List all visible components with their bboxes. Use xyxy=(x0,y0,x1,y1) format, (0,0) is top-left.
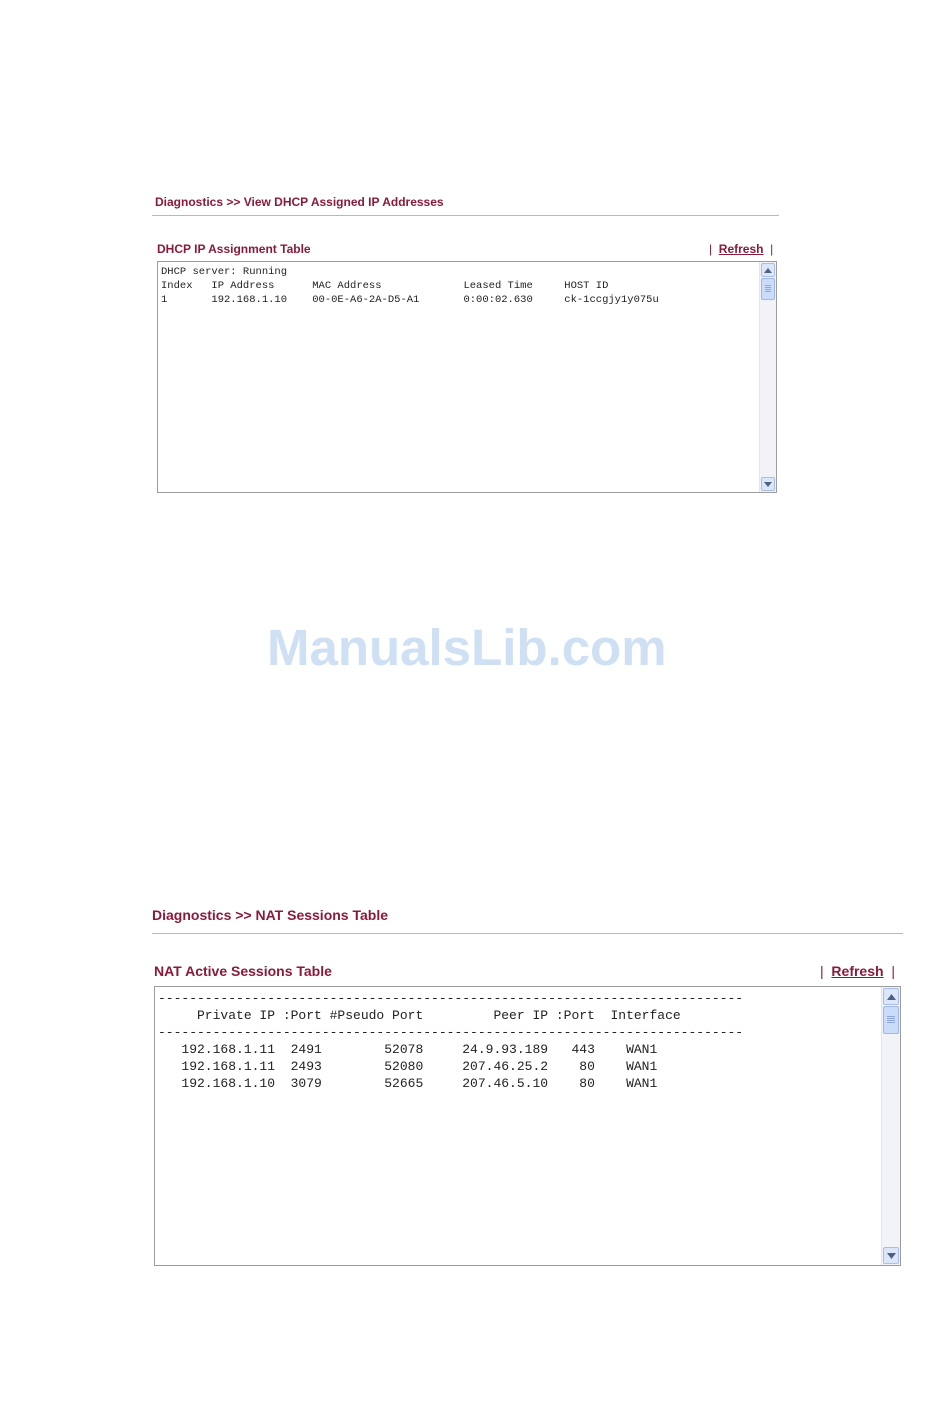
triangle-up-icon xyxy=(887,994,896,1000)
dhcp-refresh-control xyxy=(709,242,773,256)
dhcp-scrollbar[interactable] xyxy=(759,262,776,492)
dhcp-assignment-textbox[interactable] xyxy=(157,261,777,493)
triangle-up-icon xyxy=(764,268,772,273)
nat-refresh-link[interactable]: Refresh xyxy=(831,963,884,979)
dhcp-scroll-thumb[interactable] xyxy=(761,278,775,300)
nat-refresh-control xyxy=(820,963,895,979)
manualslib-watermark: ManualsLib.com xyxy=(267,619,667,676)
nat-scroll-up-button[interactable] xyxy=(883,988,899,1005)
grip-lines-icon xyxy=(887,1016,895,1023)
dhcp-refresh-pipe-right: | xyxy=(763,242,774,256)
nat-sessions-textbox[interactable] xyxy=(154,986,901,1266)
nat-refresh-pipe-right: | xyxy=(883,963,895,979)
dhcp-assignment-content: DHCP server: Running Index IP Address MAC Address Leased Time HOST ID 1 192.168.1.10 00-0E-A6-2A-D5-A1 0:00:02.630 ck-1ccgjy1y075u xyxy=(161,266,659,306)
nat-scroll-thumb[interactable] xyxy=(883,1006,899,1034)
nat-table-title: NAT Active Sessions Table xyxy=(154,963,332,979)
dhcp-scroll-down-button[interactable] xyxy=(761,477,775,491)
nat-refresh-pipe-left: | xyxy=(820,963,832,979)
dhcp-breadcrumb: Diagnostics >> View DHCP Assigned IP Addresses xyxy=(155,195,444,209)
nat-scrollbar[interactable] xyxy=(881,987,900,1265)
dhcp-refresh-pipe-left: | xyxy=(709,242,719,256)
dhcp-refresh-link[interactable]: Refresh xyxy=(718,242,764,256)
dhcp-divider xyxy=(152,215,779,216)
nat-sessions-content: --------------------------------------------------------------------------- Private IP :Port #Pseudo Port Peer IP :Port Interface --------------------------------------------------------------------------- 192.168.1.11 2491 52078 24.9.93.189 443 WAN1 192.168.1.11 2493 52080 207.46.25.2 80 WAN1 192.168.1.10 3079 52665 207.46.5.10 80 WAN1 xyxy=(158,991,744,1091)
triangle-down-icon xyxy=(764,482,772,487)
dhcp-table-title: DHCP IP Assignment Table xyxy=(157,242,311,256)
grip-lines-icon xyxy=(765,285,771,292)
nat-divider xyxy=(152,933,903,934)
nat-scroll-down-button[interactable] xyxy=(883,1247,899,1264)
nat-breadcrumb: Diagnostics >> NAT Sessions Table xyxy=(152,907,388,923)
triangle-down-icon xyxy=(887,1253,896,1259)
dhcp-scroll-up-button[interactable] xyxy=(761,263,775,277)
